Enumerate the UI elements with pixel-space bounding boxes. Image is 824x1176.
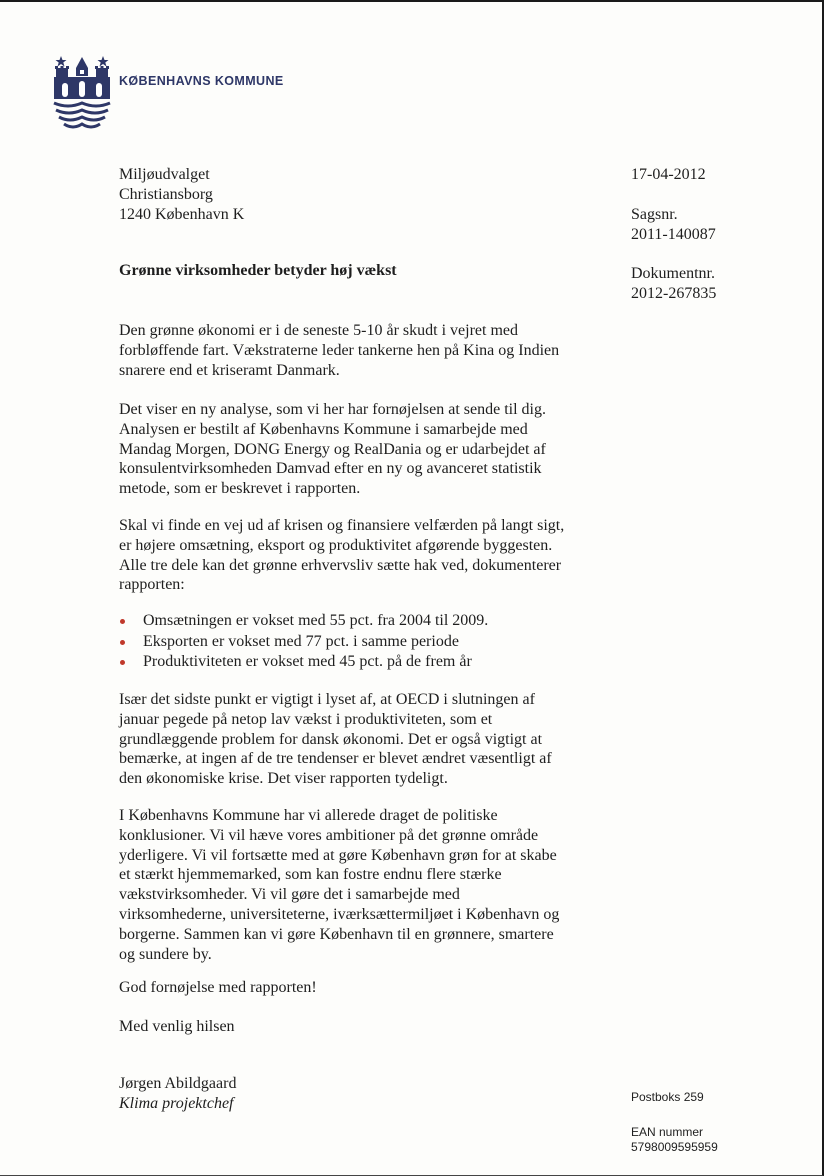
paragraph-5	[119, 806, 559, 964]
organization-name: KØBENHAVNS KOMMUNE	[119, 74, 284, 88]
text-line: borgerne. Sammen kan vi gøre København til en grønnere, smartere	[119, 925, 554, 943]
recipient-line: 1240 København K	[119, 206, 245, 223]
ean-label: EAN nummer	[631, 1125, 704, 1139]
text-line: vækstvirksomheder. Vi vil gøre det i samarbejde med	[119, 886, 460, 904]
bullet-list	[119, 611, 488, 673]
copenhagen-coat-of-arms-icon	[52, 46, 112, 136]
text-line: forbløffende fart. Vækstraterne leder tankerne hen på Kina og Indien	[119, 341, 560, 359]
bullet-item	[119, 611, 488, 632]
letter-subject: Grønne virksomheder betyder høj vækst	[119, 262, 397, 279]
text-line: metode, som er beskrevet i rapporten.	[119, 480, 361, 498]
signature-block	[119, 1074, 236, 1114]
bullet-item	[119, 652, 488, 673]
text-line: I Københavns Kommune har vi allerede draget de politiske	[119, 807, 498, 824]
text-line: snarere end et kriseramt Danmark.	[119, 361, 340, 379]
text-line: Især det sidste punkt er vigtigt i lyset af, at OECD i slutningen af	[119, 691, 535, 708]
bullet-dot-icon	[120, 640, 125, 645]
recipient-address	[119, 165, 244, 225]
text-line: Analysen er bestilt af Københavns Kommune i samarbejde med	[119, 420, 528, 438]
closing-line: God fornøjelse med rapporten!	[119, 979, 317, 996]
text-line: et stærkt hjemmemarked, som kan fostre endnu flere stærke	[119, 866, 502, 884]
text-line: Skal vi finde en vej ud af krisen og finansiere velfærden på langt sigt,	[119, 517, 565, 534]
text-line: rapporten:	[119, 576, 185, 594]
bullet-text: Omsætningen er vokset med 55 pct. fra 2004 til 2009.	[143, 612, 489, 629]
postbox: Postboks 259	[631, 1090, 704, 1104]
bullet-text: Produktiviteten er vokset med 45 pct. på de frem år	[143, 653, 472, 670]
bullet-item	[119, 632, 488, 653]
ean-number: 5798009595959	[631, 1140, 718, 1154]
bullet-text: Eksporten er vokset med 77 pct. i samme periode	[143, 632, 459, 650]
document-info	[631, 264, 716, 304]
text-line: konsulentvirksomheden Damvad efter en ny og avanceret statistik	[119, 460, 542, 478]
letter-date: 17-04-2012	[631, 166, 706, 183]
case-label: Sagsnr.	[631, 206, 678, 223]
text-line: Det viser en ny analyse, som vi her har fornøjelsen at sende til dig.	[119, 401, 546, 418]
ean-info	[631, 1125, 718, 1155]
paragraph-2	[119, 400, 546, 499]
text-line: og sundere by.	[119, 945, 212, 963]
case-info	[631, 205, 716, 245]
text-line: Alle tre dele kan det grønne erhvervsliv sætte hak ved, dokumenterer	[119, 556, 562, 574]
recipient-line: Miljøudvalget	[119, 166, 210, 183]
signer-title: Klima projektchef	[119, 1095, 234, 1112]
text-line: virksomhederne, universiteterne, iværksættermiljøet i København og	[119, 905, 560, 923]
recipient-line: Christiansborg	[119, 186, 213, 203]
text-line: yderligere. Vi vil fortsætte med at gøre København grøn for at skabe	[119, 846, 557, 864]
text-line: den økonomiske krise. Det viser rapporten tydeligt.	[119, 770, 448, 788]
text-line: er højere omsætning, eksport og produktivitet afgørende byggesten.	[119, 536, 553, 554]
text-line: konklusioner. Vi vil hæve vores ambitioner på det grønne område	[119, 826, 539, 844]
text-line: bemærke, at ingen af de tre tendenser er blevet ændret væsentligt af	[119, 750, 552, 768]
bullet-dot-icon	[120, 660, 125, 665]
paragraph-3	[119, 516, 564, 595]
document-number: 2012-267835	[631, 285, 717, 302]
text-line: Mandag Morgen, DONG Energy og RealDania og er udarbejdet af	[119, 440, 546, 458]
text-line: grundlæggende problem for dansk økonomi. Det er også vigtigt at	[119, 730, 543, 748]
case-number: 2011-140087	[631, 226, 716, 243]
signer-name: Jørgen Abildgaard	[119, 1075, 237, 1092]
text-line: januar pegede på netop lav vækst i produktiviteten, som et	[119, 710, 493, 728]
paragraph-1	[119, 321, 559, 380]
salutation: Med venlig hilsen	[119, 1018, 235, 1035]
document-label: Dokumentnr.	[631, 265, 715, 282]
text-line: Den grønne økonomi er i de seneste 5-10 år skudt i vejret med	[119, 322, 518, 339]
bullet-dot-icon	[120, 619, 125, 624]
paragraph-4	[119, 690, 552, 789]
